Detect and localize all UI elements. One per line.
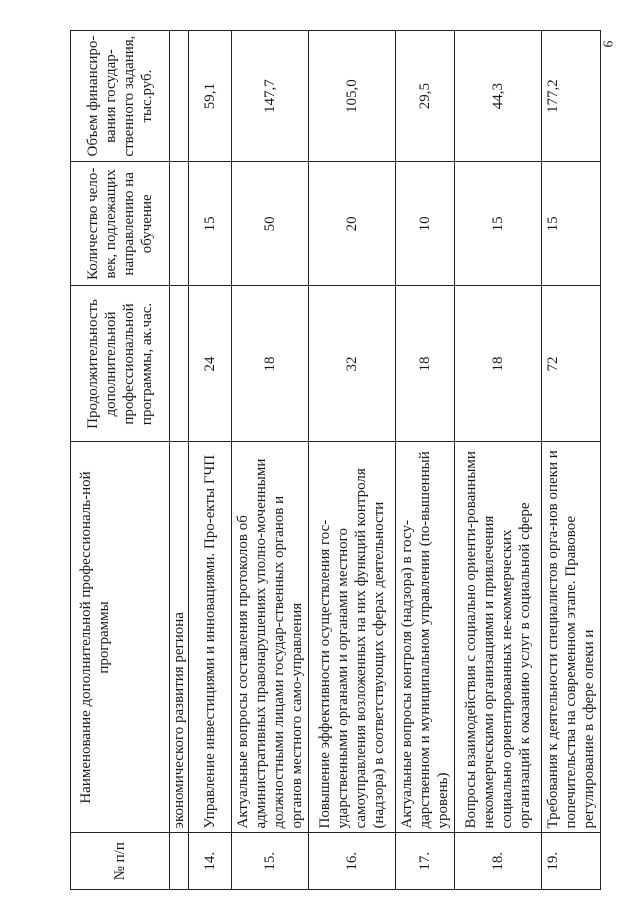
header-count: Количество чело-век, подлежащих направлению на обучение (71, 162, 170, 286)
row-duration: 24 (189, 286, 232, 442)
header-num: № п/п (71, 833, 170, 890)
row-name: Повышение эффективности осуществления гос-ударственными органами и органами местного самоуправления возложенных на них функций контроля (надзора) в соответствующих сферах деятельности (309, 442, 396, 833)
row-count: 50 (232, 162, 309, 286)
row-name: Актуальные вопросы контроля (надзора) в госу-дарственном и муниципальном управлении (по-вышенный уровень) (396, 442, 455, 833)
row-funding: 147,7 (232, 31, 309, 162)
row-funding: 105,0 (309, 31, 396, 162)
table-row (455, 31, 542, 890)
row-num: 18. (455, 833, 542, 890)
row-count: 15 (455, 162, 542, 286)
rotated-table-container (70, 30, 640, 890)
row-num: 19. (542, 833, 601, 890)
row-funding: 44,3 (455, 31, 542, 162)
table-row (542, 31, 601, 890)
row-count: 15 (542, 162, 601, 286)
table-row (309, 31, 396, 890)
row-num: 17. (396, 833, 455, 890)
row-name: Требования к деятельности специалистов орга-нов опеки и попечительства на современном этапе. Правовое регулирование в сфере опеки и (542, 442, 601, 833)
row-name: Вопросы взаимодействия с социально ориенти-рованными некоммерческими организациями и привлечения социально ориентированных не-коммерческих организаций к оказанию услуг в социальной сфере (455, 442, 542, 833)
page-number: 9 (599, 40, 615, 48)
row-duration: 18 (232, 286, 309, 442)
row-name: Управление инвестициями и инновациями. Про-екты ГЧП (189, 442, 232, 833)
row-funding: 59,1 (189, 31, 232, 162)
table-row (189, 31, 232, 890)
row-num: 14. (189, 833, 232, 890)
programs-table (70, 30, 601, 890)
table-row (232, 31, 309, 890)
header-funding: Объем финансиро-вания государ-ственного задания, тыс.руб. (71, 31, 170, 162)
table-row (396, 31, 455, 890)
row-duration: 18 (396, 286, 455, 442)
row-count: 15 (189, 162, 232, 286)
header-name: Наименование дополнительной профессиональ-ной программы (71, 442, 170, 833)
row-duration: 32 (309, 286, 396, 442)
row-funding: 29,5 (396, 31, 455, 162)
row-count: 10 (396, 162, 455, 286)
row-num: 16. (309, 833, 396, 890)
row-duration: 18 (455, 286, 542, 442)
row-name: Актуальные вопросы составления протоколов об административных правонарушениях уполно-моченными должностными лицами государ-ственных органов и органов местного само-управления (232, 442, 309, 833)
table-header-row (71, 31, 170, 890)
row-count: 20 (309, 162, 396, 286)
row-duration: 72 (542, 286, 601, 442)
continuation-text: экономического развития региона (170, 442, 189, 833)
header-duration: Продолжительность дополнительной профессиональной программы, ак.час. (71, 286, 170, 442)
continuation-row (170, 31, 189, 890)
row-funding: 177,2 (542, 31, 601, 162)
row-num: 15. (232, 833, 309, 890)
